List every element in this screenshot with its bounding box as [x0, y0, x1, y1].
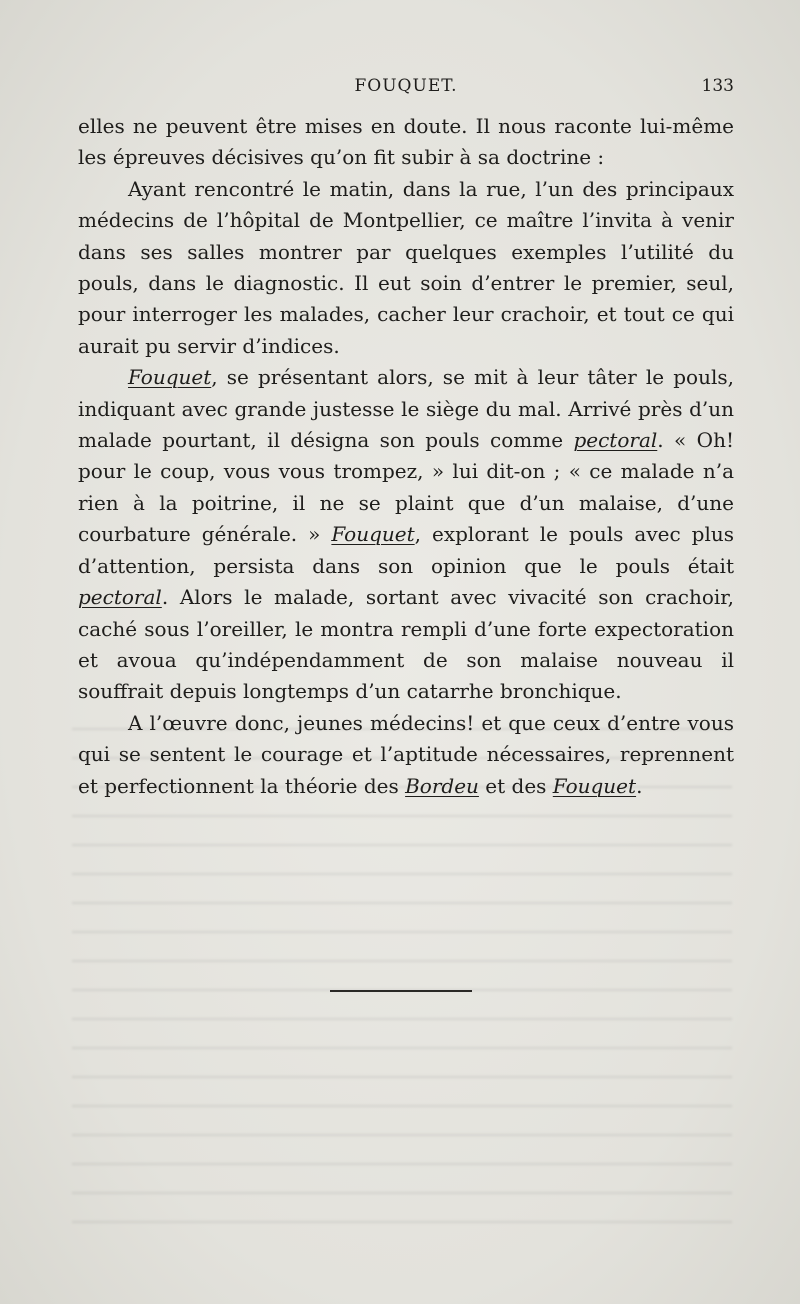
italic-term: Fouquet — [331, 522, 415, 547]
paragraph — [78, 111, 734, 174]
italic-term: pectoral — [78, 585, 162, 610]
italic-term: Fouquet — [552, 773, 637, 798]
body-text — [78, 111, 734, 802]
paragraph — [78, 362, 734, 707]
page-header — [78, 76, 734, 102]
text-run: , explorant le pouls avec plus d’attention, persista dans son opinion que le pouls était — [78, 522, 734, 578]
italic-term: pectoral — [573, 428, 658, 453]
text-run: . — [636, 773, 643, 798]
section-rule — [330, 990, 472, 992]
text-run: A l’œuvre donc, jeunes médecins! et que ceux d’entre vous qui se sentent le courage et l’aptitude nécessaires, reprennent et perfectionnent la théorie des — [78, 710, 734, 798]
paragraph — [78, 708, 734, 802]
text-run: Ayant rencontré le matin, dans la rue, l’un des principaux médecins de l’hôpital de Montpellier, ce maître l’invita à venir dans ses salles montrer par quelques exemples l’utilité du pouls, dans le diagnostic. Il eut soin d’entrer le premier, seul, pour interroger les malades, cacher leur crachoir, et tout ce qui aurait pu servir d’indices. — [78, 176, 734, 358]
text-run: . Alors le malade, sortant avec vivacité son crachoir, caché sous l’oreiller, le montra rempli d’une forte expectoration et avoua qu’indépendamment de son malaise nouveau il souffrait depuis longtemps d’un catarrhe bronchique. — [78, 585, 734, 704]
text-run: elles ne peuvent être mises en doute. Il nous raconte lui-même les épreuves décisives qu’on fit subir à sa doctrine : — [78, 114, 734, 170]
text-run: , se présentant alors, se mit à leur tâter le pouls, indiquant avec grande justesse le siège du mal. Arrivé près d’un malade pourtant, il désigna son pouls comme — [78, 365, 734, 453]
paragraph — [78, 174, 734, 362]
italic-term: Bordeu — [405, 773, 479, 798]
text-run: . « Oh! pour le coup, vous vous trompez, » lui dit-on ; « ce malade n’a rien à la poitrine, il ne se plaint que d’un malaise, d’une courbature générale. » — [78, 428, 734, 547]
text-run: et des — [478, 773, 553, 798]
page-number: 133 — [701, 76, 734, 96]
running-title: FOUQUET. — [354, 76, 458, 96]
italic-term: Fouquet — [128, 365, 212, 390]
